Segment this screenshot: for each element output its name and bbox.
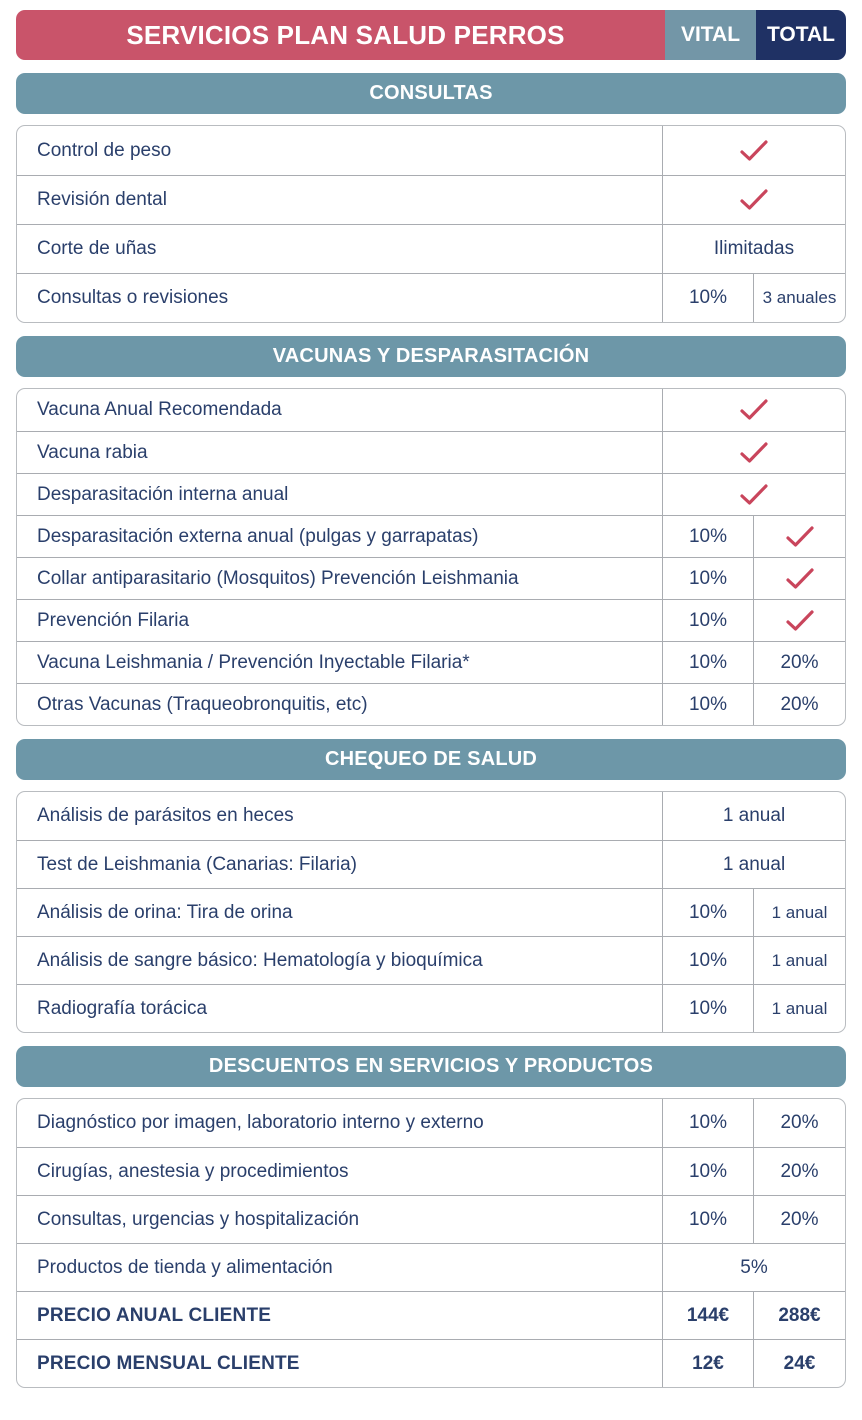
table-row [17,224,845,273]
value-vital: 10% [663,889,754,936]
check-icon [785,609,815,633]
value-total: 20% [780,651,819,673]
section-table-consultas [16,125,846,323]
column-header-vital: VITAL [665,10,756,60]
table-row [17,641,845,683]
value-both-plans: 1 anual [722,805,786,826]
value-vital: 10% [663,274,754,322]
service-label-diagnostico-por-imagen-laboratorio-interno-y: Diagnóstico por imagen, laboratorio interno y externo [17,1099,663,1147]
section-header-chequeo-de-salud: CHEQUEO DE SALUD [16,739,846,780]
value-vital: 12€ [663,1340,754,1387]
service-label-prevencion-filaria: Prevención Filaria [17,600,663,641]
service-label-otras-vacunas-traqueobronquitis-etc: Otras Vacunas (Traqueobronquitis, etc) [17,684,663,725]
check-icon [739,398,769,422]
value-vital: 10% [663,937,754,984]
value-total: 1 anual [771,950,828,970]
service-label-revision-dental: Revisión dental [17,176,663,224]
value-total: 20% [780,1160,819,1182]
service-label-vacuna-rabia: Vacuna rabia [17,432,663,473]
section-header-vacunas-y-desparasitacion: VACUNAS Y DESPARASITACIÓN [16,336,846,377]
value-vital: 10% [663,1148,754,1195]
service-label-analisis-de-parasitos-en-heces: Análisis de parásitos en heces [17,792,663,840]
table-row [17,273,845,322]
value-vital: 10% [663,1196,754,1243]
table-row [17,431,845,473]
table-row [17,683,845,725]
value-vital: 10% [663,642,754,683]
service-label-consultas-o-revisiones: Consultas o revisiones [17,274,663,322]
check-icon [739,188,769,212]
sections-container [16,73,846,1388]
section-header-consultas: CONSULTAS [16,73,846,114]
section-table-descuentos-en-servicios-y-productos [16,1098,846,1388]
value-both-plans: Ilimitadas [713,238,795,259]
table-row [17,599,845,641]
table-row [17,557,845,599]
table-row [17,792,845,840]
value-total: 1 anual [771,998,828,1018]
check-icon [739,483,769,507]
value-total [754,558,845,599]
service-label-desparasitacion-externa-anual-pulgas-y-garra: Desparasitación externa anual (pulgas y garrapatas) [17,516,663,557]
value-both-plans [663,176,845,224]
check-icon [785,567,815,591]
value-vital: 10% [663,985,754,1032]
service-label-consultas-urgencias-y-hospitalizacion: Consultas, urgencias y hospitalización [17,1196,663,1243]
service-label-precio-mensual-cliente: PRECIO MENSUAL CLIENTE [17,1340,663,1387]
value-total: 24€ [783,1352,816,1374]
service-label-test-de-leishmania-canarias-filaria: Test de Leishmania (Canarias: Filaria) [17,841,663,888]
value-both-plans [663,474,845,515]
table-row [17,936,845,984]
value-total [754,516,845,557]
table-row [17,126,845,175]
section-table-chequeo-de-salud [16,791,846,1033]
value-total: 288€ [778,1304,821,1326]
table-row [17,1291,845,1339]
value-vital: 144€ [663,1292,754,1339]
service-label-vacuna-anual-recomendada: Vacuna Anual Recomendada [17,389,663,431]
table-row [17,473,845,515]
value-vital: 10% [663,558,754,599]
page-title: SERVICIOS PLAN SALUD PERROS [16,10,665,60]
check-icon [785,525,815,549]
value-both-plans: 1 anual [722,853,786,875]
value-both-plans [663,389,845,431]
section-header-descuentos-en-servicios-y-productos: DESCUENTOS EN SERVICIOS Y PRODUCTOS [16,1046,846,1087]
service-label-cirugias-anestesia-y-procedimientos: Cirugías, anestesia y procedimientos [17,1148,663,1195]
table-row [17,840,845,888]
value-total: 3 anuales [762,288,837,307]
service-label-analisis-de-orina-tira-de-orina: Análisis de orina: Tira de orina [17,889,663,936]
value-vital: 10% [663,1099,754,1147]
value-both-plans [663,126,845,175]
service-label-corte-de-unas: Corte de uñas [17,225,663,273]
title-banner [16,10,846,60]
value-total [754,600,845,641]
service-label-precio-anual-cliente: PRECIO ANUAL CLIENTE [17,1292,663,1339]
table-row [17,888,845,936]
service-label-vacuna-leishmania-prevencion-inyectable-fila: Vacuna Leishmania / Prevención Inyectable Filaria* [17,642,663,683]
value-total: 1 anual [771,902,828,922]
value-total: 20% [780,1208,819,1230]
service-label-productos-de-tienda-y-alimentacion: Productos de tienda y alimentación [17,1244,663,1291]
table-row [17,984,845,1032]
table-row [17,1147,845,1195]
column-header-total: TOTAL [756,10,846,60]
table-row [17,1099,845,1147]
table-row [17,1243,845,1291]
check-icon [739,441,769,465]
value-vital: 10% [663,516,754,557]
value-both-plans: 5% [740,1256,768,1278]
check-icon [739,139,769,163]
table-row [17,389,845,431]
service-label-radiografia-toracica: Radiografía torácica [17,985,663,1032]
value-vital: 10% [663,684,754,725]
table-row [17,1195,845,1243]
table-row [17,1339,845,1387]
value-vital: 10% [663,600,754,641]
table-row [17,175,845,224]
service-label-control-de-peso: Control de peso [17,126,663,175]
value-total: 20% [780,693,819,715]
section-table-vacunas-y-desparasitacion [16,388,846,726]
table-row [17,515,845,557]
value-both-plans [663,432,845,473]
service-label-analisis-de-sangre-basico-hematologia-y-bioq: Análisis de sangre básico: Hematología y bioquímica [17,937,663,984]
value-total: 20% [780,1112,819,1133]
service-label-desparasitacion-interna-anual: Desparasitación interna anual [17,474,663,515]
service-label-collar-antiparasitario-mosquitos-prevencion-: Collar antiparasitario (Mosquitos) Prevención Leishmania [17,558,663,599]
